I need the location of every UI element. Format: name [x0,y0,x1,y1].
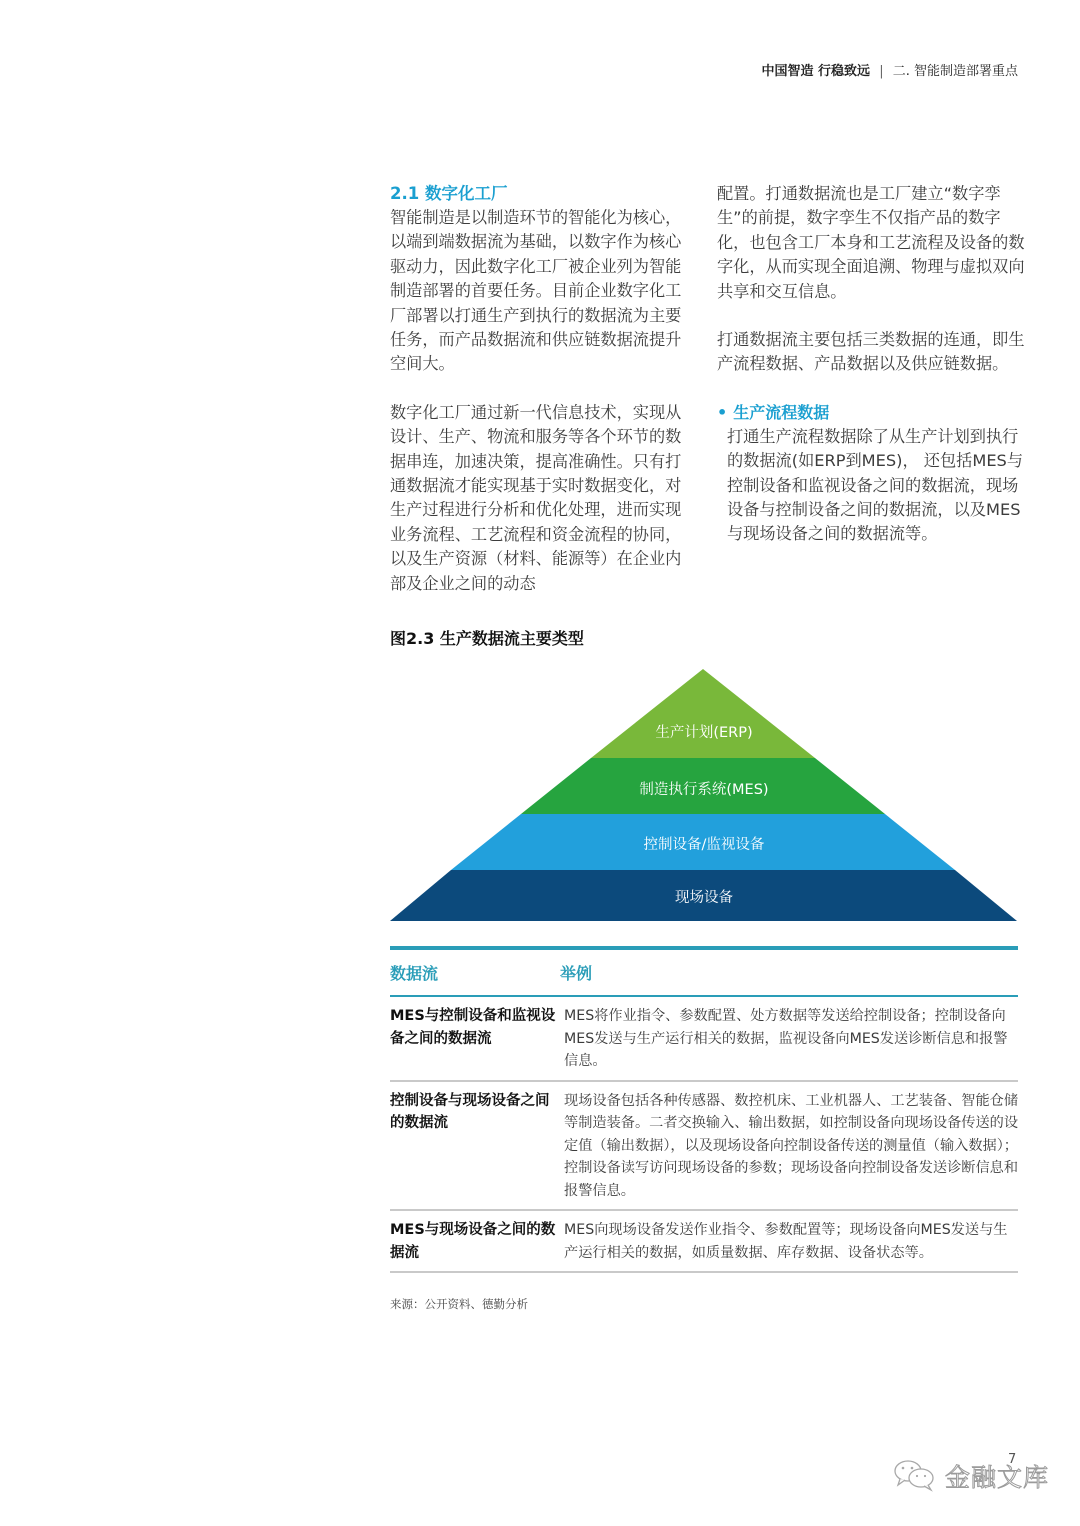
table-header [390,950,1018,997]
watermark-text: 金融文库 [945,1463,1050,1492]
section-title: 2.1 数字化工厂 [390,184,508,203]
pyramid-label-field: 现场设备 [675,890,733,906]
report-title: 中国智造 行稳致远 [761,64,871,79]
example-cell: MES将作业指令、参数配置、处方数据等发送给控制设备；控制设备向MES发送与生产运行相关的数据，监视设备向MES发送诊断信息和报警信息。 [564,1008,1008,1069]
page-number: 7 [1008,1452,1017,1467]
right-column [717,182,1027,571]
flow-cell: MES与现场设备之间的数据流 [390,1222,556,1261]
paragraph: 数字化工厂通过新一代信息技术，实现从设计、生产、物流和服务等各个环节的数据串连，加速决策，提高准确性。只有打通数据流才能实现基于实时数据变化，对生产过程进行分析和优化处理，进而实现业务流程、工艺流程和资金流程的协同，以及生产资源（材料、能源等）在企业内部及企业之间的动态 [390,402,682,593]
pyramid-label-erp: 生产计划(ERP) [655,725,753,741]
pyramid-label-mes: 制造执行系统(MES) [639,782,769,798]
example-cell: MES向现场设备发送作业指令、参数配置等；现场设备向MES发送与生产运行相关的数据，如质量数据、库存数据、设备状态等。 [564,1222,1008,1261]
figure-title: 图2.3 生产数据流主要类型 [390,629,584,648]
table-row [390,997,1018,1082]
bullet-body: 打通生产流程数据除了从生产计划到执行的数据流(如ERP到MES)， 还包括MES与控制设备和监视设备之间的数据流，现场设备与控制设备之间的数据流，以及MES与现场设备之间的数据流等。 [727,426,1024,544]
flow-cell: MES与控制设备和监视设备之间的数据流 [390,1008,556,1047]
watermark [893,1458,1049,1494]
bullet-icon: • [717,402,728,422]
pyramid-layer-erp [591,669,815,758]
paragraph: 智能制造是以制造环节的智能化为核心，以端到端数据流为基础，以数字作为核心驱动力，因此数字化工厂被企业列为智能制造部署的首要任务。目前企业数字化工厂部署以打通生产到执行的数据流为主要任务，而产品数据流和供应链数据流提升空间大。 [390,208,682,374]
running-header [762,60,1018,79]
paragraph: 配置。打通数据流也是工厂建立“数字孪生”的前提，数字孪生不仅指产品的数字化，也包含工厂本身和工艺流程及设备的数字化，从而实现全面追溯、物理与虚拟双向共享和交互信息。 [717,184,1025,301]
source-note: 来源：公开资料、德勤分析 [390,1297,528,1311]
left-column [390,182,690,620]
column-header-flow: 数据流 [390,964,439,983]
pyramid-label-control: 控制设备/监视设备 [643,837,765,853]
example-cell: 现场设备包括各种传感器、数控机床、工业机器人、工艺装备、智能仓储等制造装备。二者交换输入、输出数据，如控制设备向现场设备传送的设定值（输出数据），以及现场设备向控制设备传送的测量值（输入数据）；控制设备读写访问现场设备的参数；现场设备向控制设备发送诊断信息和报警信息。 [564,1092,1019,1199]
pyramid-diagram [388,665,1020,925]
data-flow-table [390,946,1018,1273]
bullet-title: 生产流程数据 [733,402,830,422]
chapter-title: 二. 智能制造部署重点 [892,64,1018,79]
header-separator: | [879,64,884,79]
flow-cell: 控制设备与现场设备之间的数据流 [390,1092,550,1131]
bullet-heading [717,401,1027,425]
wechat-icon [893,1458,937,1494]
table-row [390,1082,1018,1212]
paragraph: 打通数据流主要包括三类数据的连通，即生产流程数据、产品数据以及供应链数据。 [717,330,1025,374]
table-row [390,1211,1018,1273]
column-header-example: 举例 [560,964,593,983]
